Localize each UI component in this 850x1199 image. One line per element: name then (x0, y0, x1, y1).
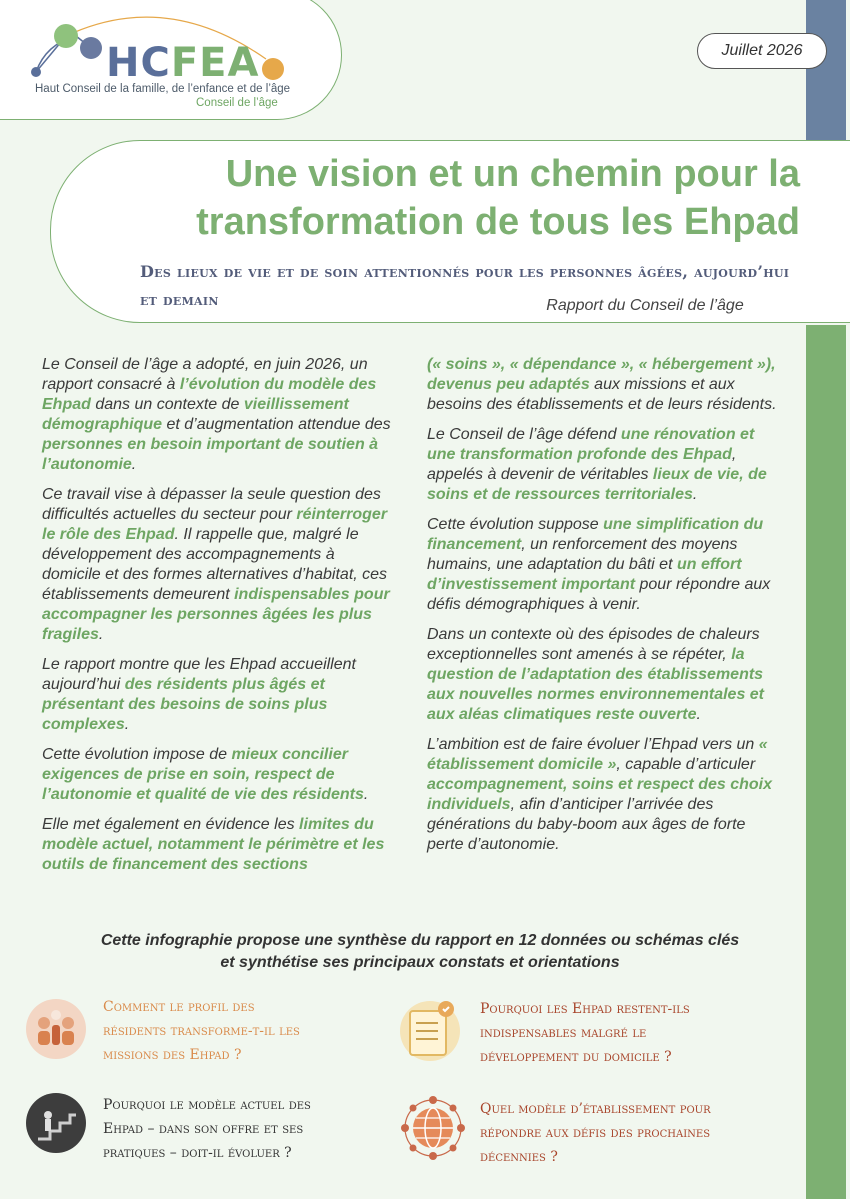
question-ehpad-indispensable: Pourquoi les Ehpad restent-ils indispensables malgré le développement du domicile ? (480, 1001, 690, 1065)
right-paragraph-4: Dans un contexte où des épisodes de chaleurs exceptionnelles sont amenés à se répéter, la question de l’adaptation des établissements aux nouvelles normes environnementales et aux aléas climatiques reste ouverte. (427, 626, 765, 723)
left-paragraph-3: Le rapport montre que les Ehpad accueillent aujourd’hui des résidents plus âgés et présentant des besoins de soins plus complexes. (42, 656, 356, 733)
question-future-model: Quel modèle d’établissement pour répondre aux défis des prochaines décennies ? (480, 1101, 711, 1165)
page-title: Une vision et un chemin pour la transformation de tous les Ehpad (196, 153, 800, 243)
report-label: Rapport du Conseil de l’âge (546, 297, 744, 314)
blue-stripe (806, 0, 846, 140)
right-paragraph-1: (« soins », « dépendance », « hébergement »), devenus peu adaptés aux missions et aux besoins des établissements et de leurs résidents. (427, 356, 777, 413)
question-model-evolve: Pourquoi le modèle actuel des Ehpad – dans son offre et ses pratiques – doit-il évoluer ? (103, 1097, 311, 1161)
left-paragraph-5: Elle met également en évidence les limites du modèle actuel, notamment le périmètre et les outils de financement des sections (42, 816, 385, 873)
globe-network-icon (398, 1093, 468, 1163)
synthesis-text: Cette infographie propose une synthèse du rapport en 12 données ou schémas clés et synthétise ses principaux constats et orientations (100, 932, 740, 971)
right-paragraph-2: Le Conseil de l’âge défend une rénovation et une transformation profonde des Ehpad, appelés à devenir de véritables lieux de vie, de soins et de ressources territoriales. (427, 426, 767, 503)
right-column (427, 355, 782, 865)
question-resident-profile: Comment le profil des résidents transforme-t-il les missions des Ehpad ? (103, 999, 300, 1063)
logo-subtitle: Haut Conseil de la famille, de l’enfance et de l’âge (35, 83, 291, 95)
logo-wordmark: HCFEA (106, 40, 260, 86)
logo-subtitle-council: Conseil de l’âge (196, 97, 278, 109)
left-paragraph-2: Ce travail vise à dépasser la seule question des difficultés actuelles du secteur pour réinterroger le rôle des Ehpad. Il rappelle que, malgré le développement des accompagnements à domicile et des formes alternatives d’habitat, ces établissements demeurent indispensables pour accompagner les personnes âgées les plus fragiles. (42, 486, 390, 643)
right-paragraph-5: L’ambition est de faire évoluer l’Ehpad vers un « établissement domicile », capable d’articuler accompagnement, soins et respect des choix individuels, afin d’anticiper l’arrivée des générations du baby-boom aux âges de forte perte d’autonomie. (427, 736, 773, 853)
left-column (42, 355, 397, 885)
left-paragraph-1: Le Conseil de l’âge a adopté, en juin 2026, un rapport consacré à l’évolution du modèle des Ehpad dans un contexte de vieillissement démographique et d’augmentation attendue des personnes en besoin important de soutien à l’autonomie. (42, 356, 391, 473)
date-badge: Juillet 2026 (697, 33, 827, 69)
left-paragraph-4: Cette évolution impose de mieux concilier exigences de prise en soin, respect de l’autonomie et qualité de vie des résidents. (42, 746, 369, 803)
page-subtitle: Des lieux de vie et de soin attentionnés pour les personnes âgées, aujourd’hui et demain (140, 262, 790, 309)
residents-icon (24, 997, 88, 1061)
stairs-icon (24, 1091, 88, 1155)
checklist-icon (398, 997, 462, 1063)
right-paragraph-3: Cette évolution suppose une simplification du financement, un renforcement des moyens humains, une adaptation du bâti et un effort d’investissement important pour répondre aux défis démographiques à venir. (427, 516, 771, 613)
green-stripe (806, 325, 846, 1199)
